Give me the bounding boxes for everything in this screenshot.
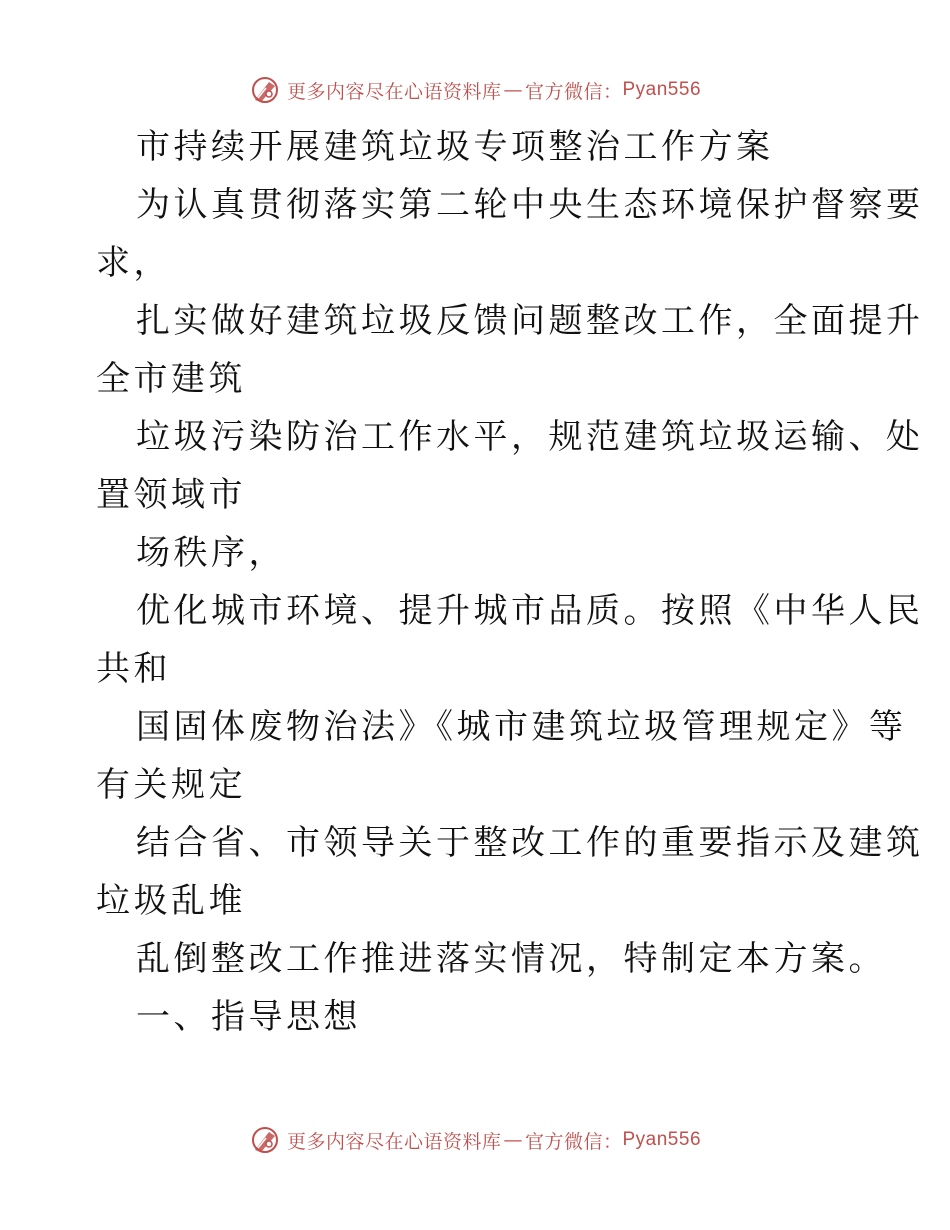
body-line: 垃圾污染防治工作水平，规范建筑垃圾运输、处 [136,417,924,457]
banner-wechat-id: Pyan556 [622,79,702,100]
banner-text: 更多内容尽在心语资料库 [286,80,502,103]
section-heading: 一、指导思想 [136,997,361,1037]
banner-dash: — [503,79,523,101]
pen-nib-logo-icon [249,1124,281,1156]
body-line: 共和 [96,649,171,689]
banner-text: 更多内容尽在心语资料库 [286,1130,502,1153]
body-line: 扎实做好建筑垃圾反馈问题整改工作，全面提升 [136,301,924,341]
body-line: 优化城市环境、提升城市品质。按照《中华人民 [136,591,924,631]
body-line: 市持续开展建筑垃圾专项整治工作方案 [136,127,774,167]
body-line: 国固体废物治法》《城市建筑垃圾管理规定》等 [136,707,907,747]
body-line: 结合省、市领导关于整改工作的重要指示及建筑 [136,823,924,863]
body-line: 有关规定 [96,765,246,805]
pen-nib-logo-icon [249,74,281,106]
body-line: 全市建筑 [96,359,246,399]
body-line: 求， [96,243,171,283]
body-line: 垃圾乱堆 [96,881,246,921]
body-line: 置领域市 [96,475,246,515]
document-body [96,118,924,1046]
banner-label: 官方微信： [524,80,623,103]
body-line: 为认真贯彻落实第二轮中央生态环境保护督察要 [136,185,924,225]
banner-dash: — [503,1129,523,1151]
header-watermark [0,70,950,110]
footer-watermark [0,1120,950,1160]
banner-wechat-id: Pyan556 [622,1129,702,1150]
body-line: 乱倒整改工作推进落实情况，特制定本方案。 [136,939,886,979]
body-line: 场秩序， [136,533,286,573]
banner-label: 官方微信： [524,1130,623,1153]
